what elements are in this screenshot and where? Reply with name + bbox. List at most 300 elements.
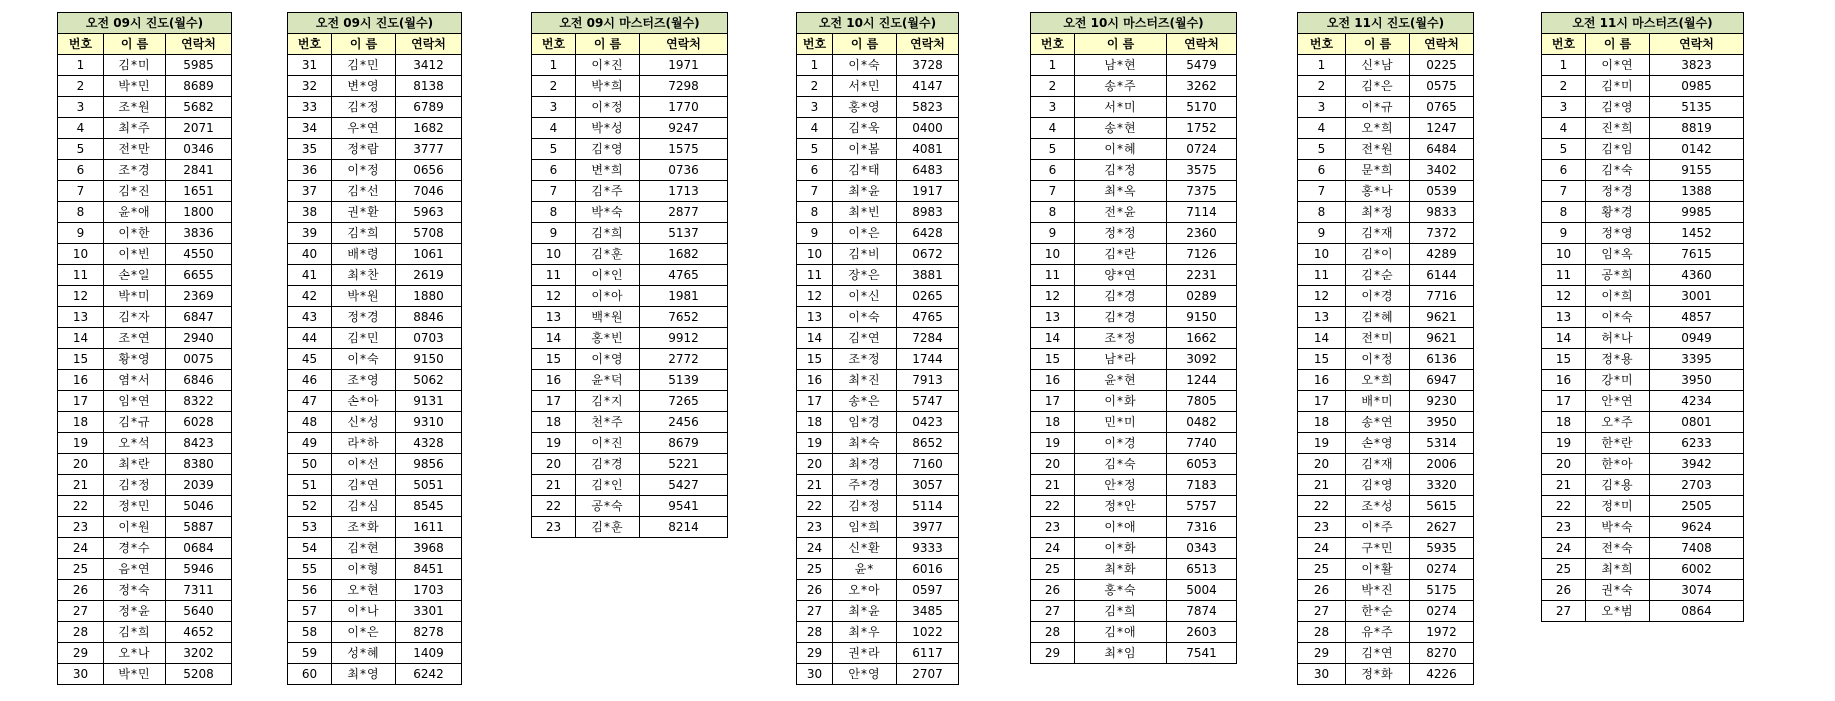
- cell-contact: 1800: [166, 202, 232, 223]
- cell-contact: 6847: [166, 307, 232, 328]
- cell-contact: 3777: [396, 139, 462, 160]
- cell-number: 9: [1542, 223, 1586, 244]
- roster-table: [531, 12, 728, 538]
- table-row: [1031, 265, 1237, 286]
- table-row: [288, 580, 462, 601]
- table-row: [58, 433, 232, 454]
- cell-contact: 0289: [1167, 286, 1237, 307]
- table-row: [532, 55, 728, 76]
- cell-number: 8: [1031, 202, 1075, 223]
- cell-name: 이*형: [332, 559, 396, 580]
- cell-contact: 9230: [1410, 391, 1474, 412]
- cell-contact: 5051: [396, 475, 462, 496]
- cell-name: 양*연: [1075, 265, 1167, 286]
- cell-name: 경*수: [104, 538, 166, 559]
- cell-contact: 5757: [1167, 496, 1237, 517]
- cell-name: 오*주: [1586, 412, 1650, 433]
- cell-number: 46: [288, 370, 332, 391]
- table-row: [1542, 412, 1744, 433]
- table-row: [797, 559, 959, 580]
- table-row: [1031, 559, 1237, 580]
- table-row: [1031, 412, 1237, 433]
- cell-number: 35: [288, 139, 332, 160]
- cell-contact: 4857: [1650, 307, 1744, 328]
- cell-number: 11: [1298, 265, 1346, 286]
- table-row: [797, 244, 959, 265]
- cell-contact: 0985: [1650, 76, 1744, 97]
- cell-number: 4: [1542, 118, 1586, 139]
- cell-contact: 0656: [396, 160, 462, 181]
- cell-contact: 5046: [166, 496, 232, 517]
- table-row: [1031, 181, 1237, 202]
- cell-number: 47: [288, 391, 332, 412]
- cell-name: 권*환: [332, 202, 396, 223]
- cell-name: 문*희: [1346, 160, 1410, 181]
- table-row: [532, 517, 728, 538]
- cell-name: 정*정: [1075, 223, 1167, 244]
- cell-number: 12: [1542, 286, 1586, 307]
- cell-name: 배*미: [1346, 391, 1410, 412]
- cell-name: 이*정: [576, 97, 640, 118]
- cell-number: 4: [532, 118, 576, 139]
- table-row: [1298, 664, 1474, 685]
- cell-contact: 7311: [166, 580, 232, 601]
- cell-name: 변*희: [576, 160, 640, 181]
- cell-contact: 5135: [1650, 97, 1744, 118]
- cell-number: 16: [1031, 370, 1075, 391]
- table-row: [797, 496, 959, 517]
- cell-number: 3: [1542, 97, 1586, 118]
- table-row: [288, 454, 462, 475]
- cell-number: 17: [532, 391, 576, 412]
- cell-contact: 6947: [1410, 370, 1474, 391]
- cell-number: 20: [1031, 454, 1075, 475]
- cell-contact: 3412: [396, 55, 462, 76]
- cell-contact: 0684: [166, 538, 232, 559]
- cell-number: 15: [1298, 349, 1346, 370]
- cell-number: 22: [797, 496, 833, 517]
- cell-number: 10: [58, 244, 104, 265]
- table-row: [797, 97, 959, 118]
- cell-contact: 4765: [640, 265, 728, 286]
- cell-name: 최*숙: [833, 433, 897, 454]
- cell-contact: 3836: [166, 223, 232, 244]
- table-row: [58, 601, 232, 622]
- cell-name: 김*정: [104, 475, 166, 496]
- cell-contact: 6242: [396, 664, 462, 685]
- cell-name: 이*숙: [332, 349, 396, 370]
- cell-name: 윤*: [833, 559, 897, 580]
- table-row: [1031, 328, 1237, 349]
- cell-number: 10: [797, 244, 833, 265]
- cell-contact: 6117: [897, 643, 959, 664]
- cell-contact: 9310: [396, 412, 462, 433]
- cell-number: 11: [532, 265, 576, 286]
- cell-number: 39: [288, 223, 332, 244]
- cell-contact: 7716: [1410, 286, 1474, 307]
- cell-number: 25: [1298, 559, 1346, 580]
- table-row: [797, 328, 959, 349]
- cell-name: 김*민: [332, 55, 396, 76]
- cell-name: 남*현: [1075, 55, 1167, 76]
- cell-name: 구*민: [1346, 538, 1410, 559]
- table-row: [58, 391, 232, 412]
- cell-number: 1: [797, 55, 833, 76]
- cell-contact: 3950: [1410, 412, 1474, 433]
- cell-contact: 6655: [166, 265, 232, 286]
- cell-name: 민*미: [1075, 412, 1167, 433]
- cell-name: 신*성: [332, 412, 396, 433]
- cell-name: 변*영: [332, 76, 396, 97]
- cell-contact: 3402: [1410, 160, 1474, 181]
- column-header-name: 이 름: [833, 34, 897, 55]
- cell-name: 정*경: [1586, 181, 1650, 202]
- cell-name: 최*임: [1075, 643, 1167, 664]
- cell-name: 정*람: [332, 139, 396, 160]
- cell-number: 9: [797, 223, 833, 244]
- cell-contact: 7740: [1167, 433, 1237, 454]
- table-row: [58, 265, 232, 286]
- cell-name: 홍*영: [833, 97, 897, 118]
- cell-name: 김*경: [576, 454, 640, 475]
- cell-name: 진*희: [1586, 118, 1650, 139]
- column-header-contact: 연락처: [396, 34, 462, 55]
- cell-name: 한*순: [1346, 601, 1410, 622]
- cell-contact: 6846: [166, 370, 232, 391]
- cell-contact: 0575: [1410, 76, 1474, 97]
- cell-name: 이*진: [576, 55, 640, 76]
- cell-number: 5: [1298, 139, 1346, 160]
- cell-contact: 7913: [897, 370, 959, 391]
- cell-number: 9: [1298, 223, 1346, 244]
- cell-number: 15: [1542, 349, 1586, 370]
- table-row: [1542, 391, 1744, 412]
- cell-name: 오*나: [104, 643, 166, 664]
- cell-name: 이*봄: [833, 139, 897, 160]
- cell-number: 55: [288, 559, 332, 580]
- cell-number: 16: [532, 370, 576, 391]
- table-row: [288, 559, 462, 580]
- cell-contact: 5221: [640, 454, 728, 475]
- cell-number: 9: [58, 223, 104, 244]
- cell-contact: 9856: [396, 454, 462, 475]
- table-row: [288, 433, 462, 454]
- cell-contact: 0864: [1650, 601, 1744, 622]
- cell-name: 조*화: [332, 517, 396, 538]
- cell-contact: 4765: [897, 307, 959, 328]
- cell-name: 조*경: [104, 160, 166, 181]
- table-title: 오전 11시 마스터즈(월수): [1542, 13, 1744, 34]
- cell-name: 김*임: [1586, 139, 1650, 160]
- table-row: [797, 76, 959, 97]
- table-row: [532, 349, 728, 370]
- cell-name: 라*하: [332, 433, 396, 454]
- cell-number: 5: [1542, 139, 1586, 160]
- cell-name: 김*민: [332, 328, 396, 349]
- table-row: [1031, 244, 1237, 265]
- table-row: [797, 412, 959, 433]
- cell-number: 6: [1542, 160, 1586, 181]
- cell-name: 최*진: [833, 370, 897, 391]
- cell-number: 3: [1298, 97, 1346, 118]
- cell-contact: 5615: [1410, 496, 1474, 517]
- cell-contact: 5114: [897, 496, 959, 517]
- table-row: [797, 517, 959, 538]
- cell-contact: 0703: [396, 328, 462, 349]
- cell-name: 최*란: [104, 454, 166, 475]
- table-title: 오전 09시 마스터즈(월수): [532, 13, 728, 34]
- cell-number: 20: [1298, 454, 1346, 475]
- cell-number: 3: [1031, 97, 1075, 118]
- cell-name: 김*영: [1346, 475, 1410, 496]
- cell-contact: 7375: [1167, 181, 1237, 202]
- table-row: [58, 76, 232, 97]
- cell-number: 2: [1031, 76, 1075, 97]
- table-title: 오전 11시 진도(월수): [1298, 13, 1474, 34]
- cell-contact: 5170: [1167, 97, 1237, 118]
- cell-name: 김*은: [1346, 76, 1410, 97]
- table-row: [797, 475, 959, 496]
- cell-name: 윤*애: [104, 202, 166, 223]
- cell-name: 이*화: [1075, 391, 1167, 412]
- table-row: [1031, 538, 1237, 559]
- table-row: [1031, 622, 1237, 643]
- table-row: [532, 370, 728, 391]
- cell-contact: 0346: [166, 139, 232, 160]
- cell-contact: 5682: [166, 97, 232, 118]
- cell-number: 32: [288, 76, 332, 97]
- table-row: [58, 370, 232, 391]
- cell-contact: 8846: [396, 307, 462, 328]
- table-row: [532, 97, 728, 118]
- table-row: [1542, 55, 1744, 76]
- cell-name: 전*미: [1346, 328, 1410, 349]
- cell-number: 3: [797, 97, 833, 118]
- cell-number: 15: [1031, 349, 1075, 370]
- column-header-number: 번호: [288, 34, 332, 55]
- table-row: [288, 601, 462, 622]
- cell-name: 신*남: [1346, 55, 1410, 76]
- table-row: [1542, 160, 1744, 181]
- cell-contact: 2772: [640, 349, 728, 370]
- cell-name: 이*인: [576, 265, 640, 286]
- table-row: [1298, 433, 1474, 454]
- cell-contact: 0765: [1410, 97, 1474, 118]
- cell-number: 2: [1298, 76, 1346, 97]
- cell-name: 천*주: [576, 412, 640, 433]
- cell-contact: 1880: [396, 286, 462, 307]
- cell-contact: 7615: [1650, 244, 1744, 265]
- cell-name: 한*아: [1586, 454, 1650, 475]
- table-row: [532, 328, 728, 349]
- cell-name: 최*윤: [833, 601, 897, 622]
- cell-contact: 1744: [897, 349, 959, 370]
- table-row: [58, 517, 232, 538]
- cell-number: 20: [58, 454, 104, 475]
- cell-number: 13: [58, 307, 104, 328]
- cell-name: 이*원: [104, 517, 166, 538]
- cell-number: 23: [797, 517, 833, 538]
- cell-number: 15: [797, 349, 833, 370]
- cell-name: 오*석: [104, 433, 166, 454]
- cell-name: 김*란: [1075, 244, 1167, 265]
- cell-number: 10: [532, 244, 576, 265]
- cell-contact: 0949: [1650, 328, 1744, 349]
- roster-table: [1541, 12, 1744, 622]
- cell-name: 이*은: [833, 223, 897, 244]
- cell-number: 4: [58, 118, 104, 139]
- cell-number: 7: [1298, 181, 1346, 202]
- cell-name: 김*자: [104, 307, 166, 328]
- cell-name: 장*은: [833, 265, 897, 286]
- cell-number: 30: [1298, 664, 1346, 685]
- table-row: [1298, 370, 1474, 391]
- table-row: [1542, 181, 1744, 202]
- cell-name: 정*윤: [104, 601, 166, 622]
- cell-number: 42: [288, 286, 332, 307]
- cell-number: 16: [1298, 370, 1346, 391]
- cell-name: 이*정: [332, 160, 396, 181]
- cell-contact: 9621: [1410, 328, 1474, 349]
- cell-contact: 7126: [1167, 244, 1237, 265]
- table-row: [532, 223, 728, 244]
- table-row: [58, 286, 232, 307]
- cell-name: 음*연: [104, 559, 166, 580]
- cell-number: 29: [797, 643, 833, 664]
- column-header-contact: 연락처: [1167, 34, 1237, 55]
- table-row: [1031, 391, 1237, 412]
- cell-number: 7: [58, 181, 104, 202]
- roster-table: [57, 12, 232, 685]
- cell-contact: 2703: [1650, 475, 1744, 496]
- cell-number: 18: [1031, 412, 1075, 433]
- table-row: [1542, 244, 1744, 265]
- cell-contact: 0539: [1410, 181, 1474, 202]
- cell-name: 조*정: [833, 349, 897, 370]
- cell-name: 김*비: [833, 244, 897, 265]
- cell-contact: 2841: [166, 160, 232, 181]
- cell-name: 이*신: [833, 286, 897, 307]
- table-row: [1298, 223, 1474, 244]
- cell-contact: 0736: [640, 160, 728, 181]
- cell-contact: 5427: [640, 475, 728, 496]
- cell-contact: 7408: [1650, 538, 1744, 559]
- cell-number: 18: [1542, 412, 1586, 433]
- table-row: [532, 496, 728, 517]
- table-row: [1542, 265, 1744, 286]
- cell-contact: 1981: [640, 286, 728, 307]
- cell-number: 24: [1298, 538, 1346, 559]
- cell-number: 2: [58, 76, 104, 97]
- table-row: [58, 454, 232, 475]
- column-header-name: 이 름: [1586, 34, 1650, 55]
- table-row: [532, 433, 728, 454]
- cell-contact: 2071: [166, 118, 232, 139]
- cell-name: 김*진: [104, 181, 166, 202]
- table-row: [1031, 601, 1237, 622]
- cell-name: 김*순: [1346, 265, 1410, 286]
- cell-number: 23: [532, 517, 576, 538]
- table-row: [58, 139, 232, 160]
- cell-number: 12: [1298, 286, 1346, 307]
- cell-contact: 1703: [396, 580, 462, 601]
- cell-contact: 9333: [897, 538, 959, 559]
- cell-number: 20: [532, 454, 576, 475]
- table-row: [797, 118, 959, 139]
- table-row: [58, 664, 232, 685]
- cell-name: 박*숙: [1586, 517, 1650, 538]
- table-title: 오전 09시 진도(월수): [58, 13, 232, 34]
- cell-name: 정*용: [1586, 349, 1650, 370]
- cell-number: 53: [288, 517, 332, 538]
- cell-number: 14: [58, 328, 104, 349]
- table-row: [1298, 328, 1474, 349]
- cell-number: 51: [288, 475, 332, 496]
- table-row: [1031, 580, 1237, 601]
- table-row: [1298, 55, 1474, 76]
- table-row: [532, 244, 728, 265]
- table-row: [58, 307, 232, 328]
- cell-number: 14: [532, 328, 576, 349]
- cell-name: 주*경: [833, 475, 897, 496]
- cell-contact: 1611: [396, 517, 462, 538]
- column-header-contact: 연락처: [166, 34, 232, 55]
- cell-number: 24: [797, 538, 833, 559]
- cell-name: 김*숙: [1075, 454, 1167, 475]
- cell-number: 29: [1298, 643, 1346, 664]
- cell-name: 홍*숙: [1075, 580, 1167, 601]
- cell-name: 최*화: [1075, 559, 1167, 580]
- cell-name: 배*령: [332, 244, 396, 265]
- table-row: [1031, 118, 1237, 139]
- cell-name: 정*미: [1586, 496, 1650, 517]
- table-row: [58, 559, 232, 580]
- table-title: 오전 10시 진도(월수): [797, 13, 959, 34]
- cell-number: 50: [288, 454, 332, 475]
- cell-number: 24: [1542, 538, 1586, 559]
- cell-number: 30: [797, 664, 833, 685]
- cell-name: 송*주: [1075, 76, 1167, 97]
- column-header-name: 이 름: [576, 34, 640, 55]
- cell-contact: 6053: [1167, 454, 1237, 475]
- cell-number: 31: [288, 55, 332, 76]
- cell-number: 18: [532, 412, 576, 433]
- column-header-contact: 연락처: [897, 34, 959, 55]
- cell-name: 최*빈: [833, 202, 897, 223]
- cell-name: 임*경: [833, 412, 897, 433]
- table-row: [288, 328, 462, 349]
- cell-contact: 5887: [166, 517, 232, 538]
- table-row: [288, 160, 462, 181]
- cell-contact: 3823: [1650, 55, 1744, 76]
- cell-name: 손*영: [1346, 433, 1410, 454]
- table-row: [1542, 307, 1744, 328]
- cell-name: 정*민: [104, 496, 166, 517]
- cell-number: 26: [1031, 580, 1075, 601]
- cell-name: 이*한: [104, 223, 166, 244]
- cell-contact: 5139: [640, 370, 728, 391]
- table-row: [1031, 307, 1237, 328]
- cell-number: 6: [532, 160, 576, 181]
- cell-contact: 8270: [1410, 643, 1474, 664]
- table-row: [288, 265, 462, 286]
- cell-name: 이*경: [1346, 286, 1410, 307]
- table-row: [1298, 517, 1474, 538]
- cell-contact: 4081: [897, 139, 959, 160]
- cell-name: 유*주: [1346, 622, 1410, 643]
- cell-name: 이*은: [332, 622, 396, 643]
- cell-contact: 6002: [1650, 559, 1744, 580]
